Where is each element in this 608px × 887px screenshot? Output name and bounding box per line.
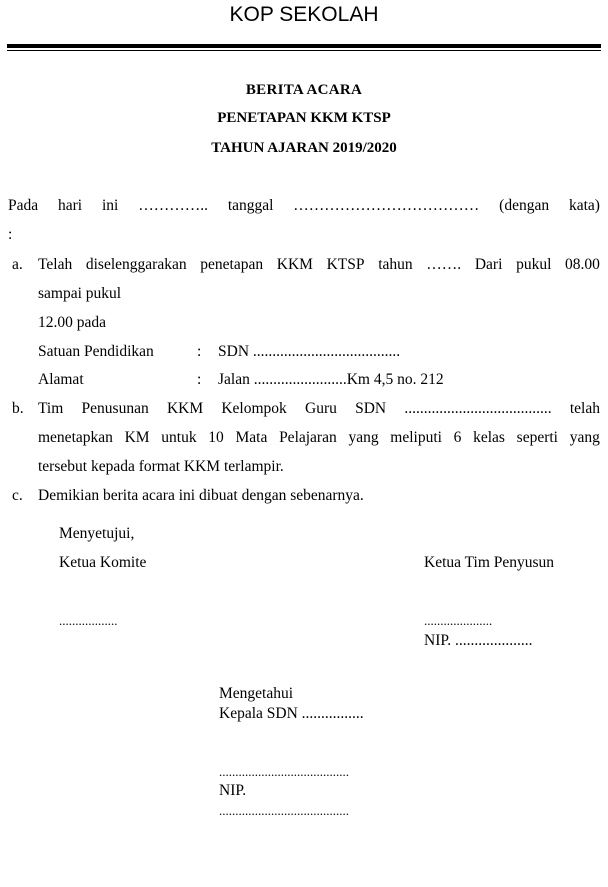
kop-sekolah-heading: KOP SEKOLAH	[229, 3, 379, 26]
item-b-word: 6	[453, 429, 462, 446]
item-a-word: penetapan	[200, 256, 264, 273]
item-a-word: pukul	[516, 256, 552, 273]
item-b-word: menetapkan	[38, 429, 113, 446]
item-b-word: SDN	[355, 400, 387, 417]
item-b-word: kelas	[473, 429, 505, 446]
intro-word: ini	[101, 197, 119, 214]
ketua-komite-signature-line: ..................	[59, 613, 118, 628]
intro-colon: :	[8, 226, 13, 243]
item-a-word: KKM	[276, 256, 313, 273]
intro-word: hari	[58, 197, 83, 214]
document-title-line2: PENETAPAN KKM KTSP	[217, 110, 391, 126]
item-b-word: KM	[124, 429, 150, 446]
item-b-marker: b.	[12, 400, 24, 417]
ketua-tim-nip: NIP. ....................	[424, 632, 533, 649]
item-b-word: yang	[348, 429, 379, 446]
item-b-word: telah	[569, 400, 600, 417]
item-a-word: 08.00	[565, 256, 600, 273]
document-title-line3: TAHUN AJARAN 2019/2020	[211, 140, 397, 156]
item-b-word: untuk	[161, 429, 197, 446]
satuan-pendidikan-value: SDN ......................................	[218, 343, 401, 360]
intro-line	[8, 196, 600, 216]
item-c-line1: Demikian berita acara ini dibuat dengan sebenarnya.	[38, 487, 364, 504]
alamat-colon: :	[197, 371, 202, 388]
header-rule-thin	[7, 50, 601, 51]
item-b-word: Guru	[305, 400, 337, 417]
header-rule-thick	[7, 44, 601, 48]
menyetujui-label: Menyetujui,	[59, 525, 135, 542]
item-a-line1	[38, 255, 600, 275]
item-b-word: Mata	[235, 429, 268, 446]
kepala-nip-label: NIP.	[219, 782, 247, 799]
item-b-word: KKM	[166, 400, 204, 417]
alamat-value: Jalan ........................Km 4,5 no. 212	[218, 371, 444, 388]
intro-word: kata)	[568, 197, 600, 214]
item-a-line2: sampai pukul	[38, 285, 122, 302]
intro-word: tanggal	[227, 197, 274, 214]
item-b-word: Penusunan	[81, 400, 149, 417]
item-b-line3: tersebut kepada format KKM terlampir.	[38, 458, 284, 475]
item-b-word: 10	[208, 429, 224, 446]
ketua-tim-penyusun-label: Ketua Tim Penyusun	[424, 554, 555, 571]
alamat-label: Alamat	[38, 371, 84, 388]
satuan-pendidikan-label: Satuan Pendidikan	[38, 343, 154, 360]
item-b-word: seperti	[516, 429, 558, 446]
item-b-word: Kelompok	[221, 400, 287, 417]
item-b-word: meliputi	[390, 429, 442, 446]
item-b-word: Tim	[38, 400, 64, 417]
ketua-tim-signature-line: .....................	[424, 613, 493, 628]
item-b-word: yang	[569, 429, 600, 446]
ketua-komite-label: Ketua Komite	[59, 554, 147, 571]
item-a-word: Dari	[474, 256, 503, 273]
item-a-word: Telah	[38, 256, 73, 273]
item-a-word: KTSP	[326, 256, 365, 273]
item-c-marker: c.	[12, 487, 23, 504]
item-a-word: …….	[426, 256, 462, 273]
item-b-line2	[38, 428, 600, 448]
kepala-signature-line: ........................................	[219, 764, 349, 779]
item-a-word: diselenggarakan	[85, 256, 187, 273]
item-b-word: ......................................	[404, 400, 552, 417]
kepala-nip-line: ........................................	[219, 803, 349, 818]
document-title-line1: BERITA ACARA	[245, 82, 363, 98]
item-b-word: Pelajaran	[279, 429, 337, 446]
intro-word: (dengan	[499, 197, 550, 214]
satuan-colon: :	[197, 343, 202, 360]
intro-dots: ………………………………	[293, 197, 480, 214]
item-a-word: tahun	[378, 256, 413, 273]
kepala-sdn-label: Kepala SDN ................	[219, 705, 364, 722]
item-a-marker: a.	[12, 256, 23, 273]
item-b-line1	[38, 399, 600, 419]
intro-dots: …………..	[138, 197, 208, 214]
intro-word: Pada	[8, 197, 39, 214]
mengetahui-label: Mengetahui	[219, 685, 294, 702]
item-a-line3: 12.00 pada	[38, 314, 107, 331]
